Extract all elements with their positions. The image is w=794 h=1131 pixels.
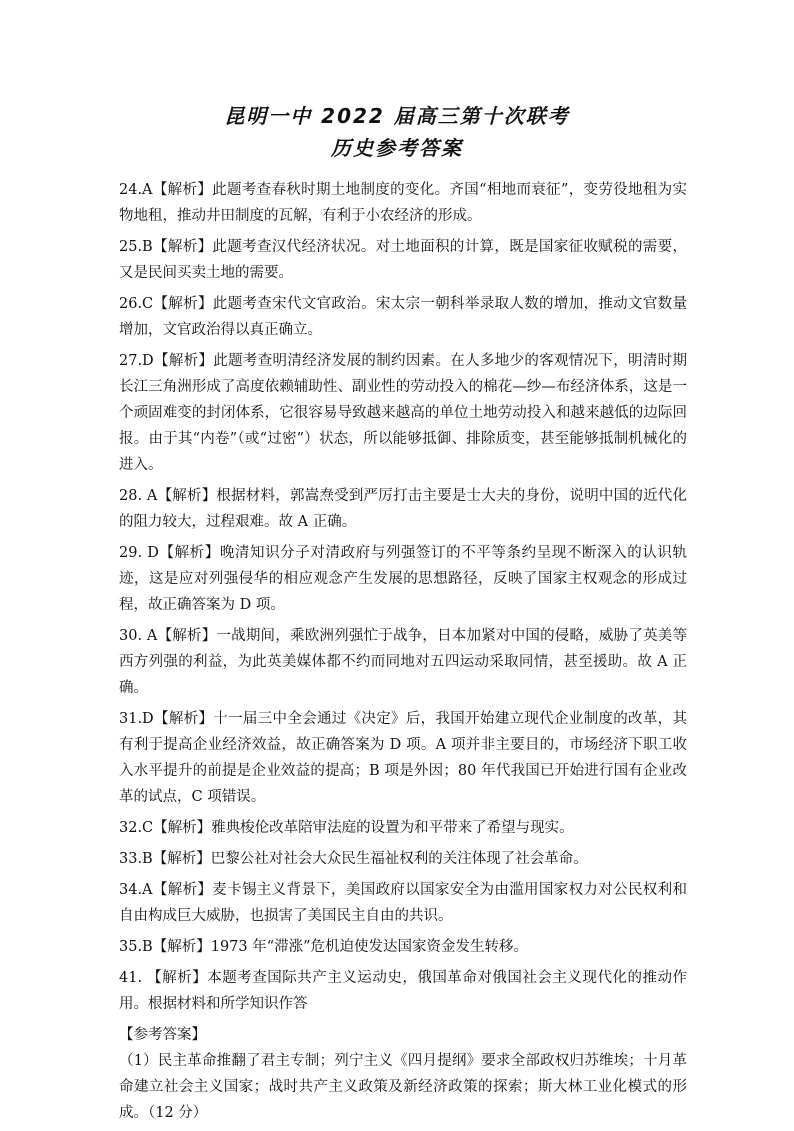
answer-item-41: 41. 【解析】本题考查国际共产主义运动史，俄国革命对俄国社会主义现代化的推动作用。根据材料和所学知识作答	[119, 970, 687, 1012]
answer-item-31: 31.D【解析】十一届三中全会通过《决定》后，我国开始建立现代企业制度的改革，其有利于提高企业经济效益，故正确答案为 D 项。A 项并非主要目的，市场经济下职工收入水平提升的前提是企业效益的提高；B 项是外因；80 年代我国已开始进行国有企业改革的试点，C 项错误。	[119, 711, 687, 805]
answer-item-35: 35.B【解析】1973 年“滞涨”危机迫使发达国家资金发生转移。	[119, 939, 529, 955]
answer-item-30: 30. A【解析】一战期间，乘欧洲列强忙于战争，日本加紧对中国的侵略，威胁了英美等西方列强的利益，为此英美媒体都不约而同地对五四运动采取同情，甚至援助。故 A 正确。	[119, 628, 687, 696]
answer-item-24: 24.A【解析】此题考查春秋时期土地制度的变化。齐国“相地而衰征”，变劳役地租为实物地租，推动井田制度的瓦解，有利于小农经济的形成。	[119, 182, 687, 224]
answer-item-34: 34.A【解析】麦卡锡主义背景下，美国政府以国家安全为由滥用国家权力对公民权利和自由构成巨大威胁，也损害了美国民主自由的共识。	[119, 882, 687, 924]
answer-item-26: 26.C【解析】此题考查宋代文官政治。宋太宗一朝科举录取人数的增加，推动文官数量增加，文官政治得以真正确立。	[119, 296, 687, 338]
answer-content	[119, 177, 687, 1131]
reference-answer-item: （1）民主革命推翻了君主专制；列宁主义《四月提纲》要求全部政权归苏维埃；十月革命建立社会主义国家；战时共产主义政策及新经济政策的探索；斯大林工业化模式的形成。（12 分）	[119, 1053, 687, 1121]
answer-item-25: 25.B【解析】此题考查汉代经济状况。对土地面积的计算，既是国家征收赋税的需要，又是民间买卖土地的需要。	[119, 239, 687, 281]
answer-item-29: 29. D【解析】晚清知识分子对清政府与列强签订的不平等条约呈现不断深入的认识轨迹，这是应对列强侵华的相应观念产生发展的思想路径，反映了国家主权观念的形成过程，故正确答案为 D 项。	[119, 545, 687, 613]
answer-item-27: 27.D【解析】此题考查明清经济发展的制约因素。在人多地少的客观情况下，明清时期长江三角洲形成了高度依赖辅助性、副业性的劳动投入的棉花—纱—布经济体系，这是一个顽固难变的封闭体系，它很容易导致越来越高的单位土地劳动投入和越来越低的边际回报。由于其“内卷”（或“过密”）状态，所以能够抵御、排除质变，甚至能够抵制机械化的进入。	[119, 353, 687, 473]
answer-item-33: 33.B【解析】巴黎公社对社会大众民生福祉权利的关注体现了社会革命。	[119, 851, 588, 867]
answer-item-32: 32.C【解析】雅典梭伦改革陪审法庭的设置为和平带来了希望与现实。	[119, 820, 574, 836]
document-title: 昆明一中 2022 届高三第十次联考	[224, 104, 570, 128]
reference-answer-label: 【参考答案】	[119, 1027, 206, 1043]
document-subtitle: 历史参考答案	[331, 136, 463, 160]
answer-item-28: 28. A【解析】根据材料，郭嵩焘受到严厉打击主要是士大夫的身份，说明中国的近代化的阻力较大，过程艰难。故 A 正确。	[119, 488, 687, 530]
